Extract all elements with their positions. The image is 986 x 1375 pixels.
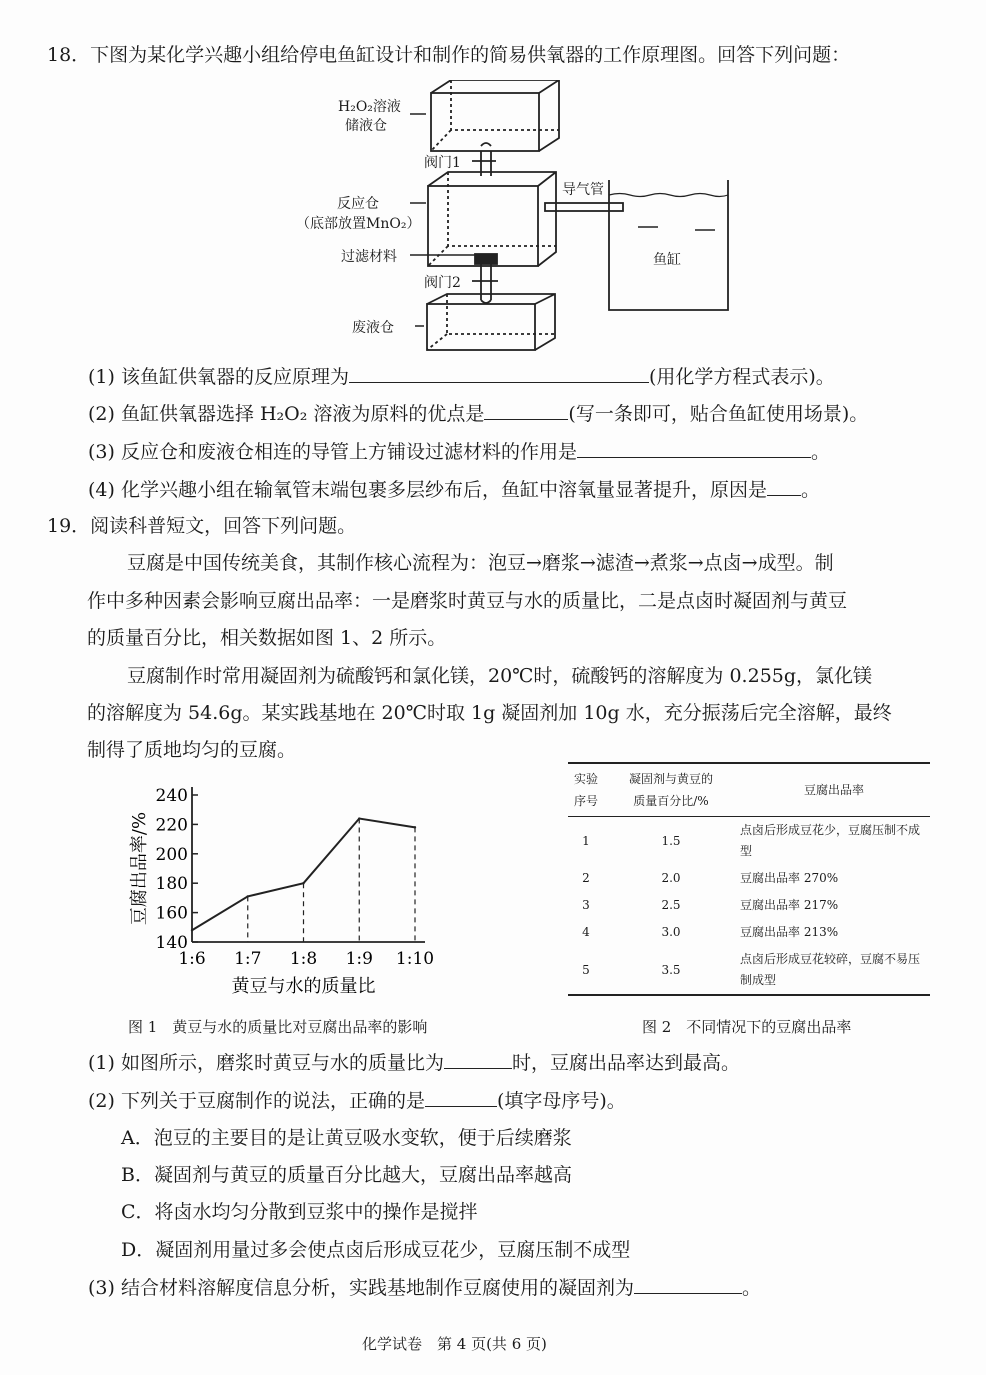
answer-blank[interactable] <box>425 1088 497 1107</box>
label-storage: 储液仓 <box>345 118 387 134</box>
valve2-pipe <box>481 264 491 303</box>
y-tick-label: 220 <box>155 815 188 836</box>
answer-blank[interactable] <box>484 401 568 420</box>
answer-blank[interactable] <box>349 364 649 383</box>
table-cell: 3.0 <box>661 925 681 939</box>
label-valve2: 阀门2 <box>424 275 461 291</box>
label-mno2: （底部放置MnO₂） <box>296 216 421 232</box>
x-tick-label: 1:7 <box>234 949 262 969</box>
table-cell: 5 <box>582 962 590 977</box>
y-axis-label: 豆腐出品率/% <box>129 811 150 926</box>
table-cell: 点卤后形成豆花少，豆腐压制不成型 <box>740 823 921 858</box>
table-header: 实验 序号 <box>568 763 604 817</box>
q18-sub-4: (4) 化学兴趣小组在输氧管末端包裹多层纱布后，鱼缸中溶氧量显著提升，原因是 。 <box>88 479 820 501</box>
answer-blank[interactable] <box>444 1050 512 1069</box>
table-cell: 3 <box>582 898 590 912</box>
label-tube: 导气管 <box>562 182 604 198</box>
y-tick-label: 180 <box>155 874 188 895</box>
q18-sub-3: (3) 反应仓和废液仓相连的导管上方铺设过滤材料的作用是 。 <box>88 441 830 463</box>
fish-tank <box>609 180 728 310</box>
figure1-line-chart <box>115 775 455 1010</box>
valve1-pipe <box>481 143 491 176</box>
q19-stem: 19．阅读科普短文，回答下列问题。 <box>47 515 357 537</box>
data-point <box>302 882 304 884</box>
label-valve1: 阀门1 <box>424 155 461 171</box>
data-point <box>247 895 249 897</box>
q19-para-line: 的质量百分比，相关数据如图 1、2 所示。 <box>87 627 447 649</box>
table-cell: 3.5 <box>661 962 681 977</box>
option-d: D．凝固剂用量过多会使点卤后形成豆花少，豆腐压制不成型 <box>121 1239 631 1261</box>
y-tick-label: 160 <box>155 903 188 924</box>
table-row <box>568 946 930 995</box>
q19-para-line: 作中多种因素会影响豆腐出品率：一是磨浆时黄豆与水的质量比，二是点卤时凝固剂与黄豆 <box>87 590 848 612</box>
table-row <box>568 919 930 946</box>
table-row <box>568 865 930 892</box>
waste-tank <box>427 294 555 350</box>
table-cell: 2.5 <box>661 898 681 912</box>
q19-para-line: 制得了质地均匀的豆腐。 <box>87 739 297 761</box>
x-axis-label: 黄豆与水的质量比 <box>231 976 376 997</box>
q18-sub-2: (2) 鱼缸供氧器选择 H₂O₂ 溶液为原料的优点是 (写一条即可，贴合鱼缸使用场景)。 <box>88 403 869 425</box>
answer-blank[interactable] <box>634 1275 742 1294</box>
table-row <box>568 817 930 866</box>
q19-sub-3: (3) 结合材料溶解度信息分析，实践基地制作豆腐使用的凝固剂为 。 <box>88 1277 761 1299</box>
table-cell: 1.5 <box>661 833 681 848</box>
q18-sub-1: (1) 该鱼缸供氧器的反应原理为 (用化学方程式表示)。 <box>88 366 835 388</box>
x-tick-label: 1:6 <box>178 949 206 969</box>
answer-blank[interactable] <box>767 477 801 496</box>
q19-sub-2: (2) 下列关于豆腐制作的说法，正确的是 (填字母序号)。 <box>88 1090 626 1112</box>
table-cell: 点卤后形成豆花较碎，豆腐不易压制成型 <box>740 952 921 987</box>
q19-para-line: 的溶解度为 54.6g。某实践基地在 20℃时取 1g 凝固剂加 10g 水，充分振荡后完全溶解，最终 <box>87 702 892 724</box>
table-cell: 豆腐出品率 217% <box>740 898 839 912</box>
table-cell: 2.0 <box>661 871 681 885</box>
table-header: 豆腐出品率 <box>738 763 930 817</box>
figure2-table <box>568 762 930 996</box>
figure1-caption: 图 1 黄豆与水的质量比对豆腐出品率的影响 <box>128 1018 428 1036</box>
option-b: B．凝固剂与黄豆的质量百分比越大，豆腐出品率越高 <box>121 1164 572 1186</box>
y-tick-label: 140 <box>155 933 188 953</box>
label-reactor: 反应仓 <box>337 196 379 212</box>
x-tick-label: 1:8 <box>289 949 318 969</box>
table-cell: 4 <box>582 925 590 939</box>
answer-blank[interactable] <box>577 439 811 458</box>
table-cell: 豆腐出品率 213% <box>740 925 839 939</box>
label-tank: 鱼缸 <box>653 252 681 268</box>
storage-tank <box>431 80 559 151</box>
data-point <box>191 929 193 931</box>
q19-para-line: 豆腐制作时常用凝固剂为硫酸钙和氯化镁，20℃时，硫酸钙的溶解度为 0.255g，氯化镁 <box>127 665 873 687</box>
data-point <box>414 826 416 828</box>
q18-stem: 18．下图为某化学兴趣小组给停电鱼缸设计和制作的简易供氧器的工作原理图。回答下列问题： <box>47 44 851 66</box>
label-h2o2: H₂O₂溶液 <box>338 99 401 115</box>
label-waste: 废液仓 <box>352 320 394 336</box>
x-tick-label: 1:10 <box>395 949 435 969</box>
filter-material <box>475 254 497 264</box>
option-c: C．将卤水均匀分散到豆浆中的操作是搅拌 <box>121 1201 478 1223</box>
q19-para-line: 豆腐是中国传统美食，其制作核心流程为：泡豆→磨浆→滤渣→煮浆→点卤→成型。制 <box>127 552 834 574</box>
table-row <box>568 892 930 919</box>
table-cell: 1 <box>582 833 590 848</box>
q19-sub-1: (1) 如图所示，磨浆时黄豆与水的质量比为 时，豆腐出品率达到最高。 <box>88 1052 740 1074</box>
table-cell: 豆腐出品率 270% <box>740 871 839 885</box>
table-cell: 2 <box>582 871 590 885</box>
option-a: A．泡豆的主要目的是让黄豆吸水变软，便于后续磨浆 <box>121 1127 572 1149</box>
data-point <box>358 817 360 819</box>
figure2-caption: 图 2 不同情况下的豆腐出品率 <box>642 1018 852 1036</box>
y-tick-label: 240 <box>155 786 188 806</box>
label-filter: 过滤材料 <box>341 249 397 265</box>
y-tick-label: 200 <box>155 844 188 865</box>
reactor-tank <box>428 172 556 266</box>
table-header: 凝固剂与黄豆的 质量百分比/% <box>604 763 738 817</box>
page-footer: 化学试卷 第 4 页(共 6 页) <box>362 1335 547 1353</box>
x-tick-label: 1:9 <box>345 949 373 969</box>
